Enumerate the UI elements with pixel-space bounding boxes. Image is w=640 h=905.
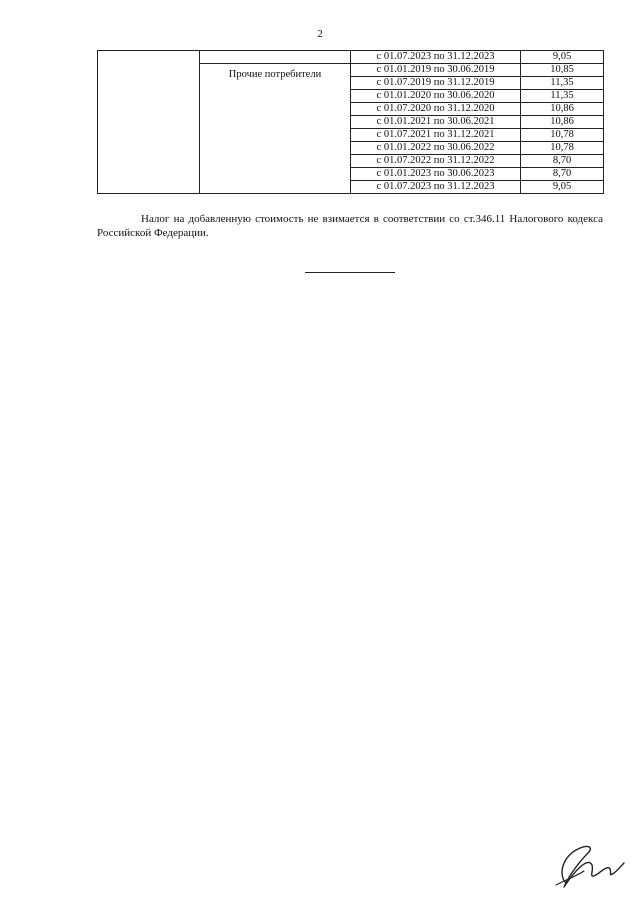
table-cell-period: с 01.07.2023 по 31.12.2023 — [351, 51, 521, 64]
table-cell-value: 8,70 — [521, 155, 604, 168]
page-number: 2 — [317, 28, 323, 40]
table-cell-period: с 01.01.2020 по 30.06.2020 — [351, 90, 521, 103]
table-cell-period: с 01.07.2020 по 31.12.2020 — [351, 103, 521, 116]
signature-image — [548, 835, 628, 895]
table-cell-value: 10,85 — [521, 64, 604, 77]
table-cell-value: 8,70 — [521, 168, 604, 181]
table-row — [98, 51, 604, 64]
table-cell-period: с 01.01.2023 по 30.06.2023 — [351, 168, 521, 181]
vat-note: Налог на добавленную стоимость не взимается в соответствии со ст.346.11 Налогового кодекса Российской Федерации. — [97, 213, 603, 239]
table-cell-value: 10,86 — [521, 116, 604, 129]
table-cell-blank — [98, 51, 200, 194]
table-cell-period: с 01.07.2019 по 31.12.2019 — [351, 77, 521, 90]
table-cell-value: 9,05 — [521, 181, 604, 194]
divider — [305, 272, 395, 273]
table-cell-period: с 01.07.2023 по 31.12.2023 — [351, 181, 521, 194]
table-cell-value: 10,78 — [521, 142, 604, 155]
table-cell-value: 11,35 — [521, 77, 604, 90]
table-cell-value: 10,78 — [521, 129, 604, 142]
table-cell-period: с 01.07.2022 по 31.12.2022 — [351, 155, 521, 168]
table-cell-category: Прочие потребители — [200, 64, 351, 194]
table-cell-empty-category — [200, 51, 351, 64]
table-cell-period: с 01.01.2022 по 30.06.2022 — [351, 142, 521, 155]
table-cell-period: с 01.01.2019 по 30.06.2019 — [351, 64, 521, 77]
table-cell-value: 10,86 — [521, 103, 604, 116]
table-cell-value: 9,05 — [521, 51, 604, 64]
table-cell-period: с 01.07.2021 по 31.12.2021 — [351, 129, 521, 142]
tariff-table — [97, 50, 604, 194]
table-cell-period: с 01.01.2021 по 30.06.2021 — [351, 116, 521, 129]
table-cell-value: 11,35 — [521, 90, 604, 103]
